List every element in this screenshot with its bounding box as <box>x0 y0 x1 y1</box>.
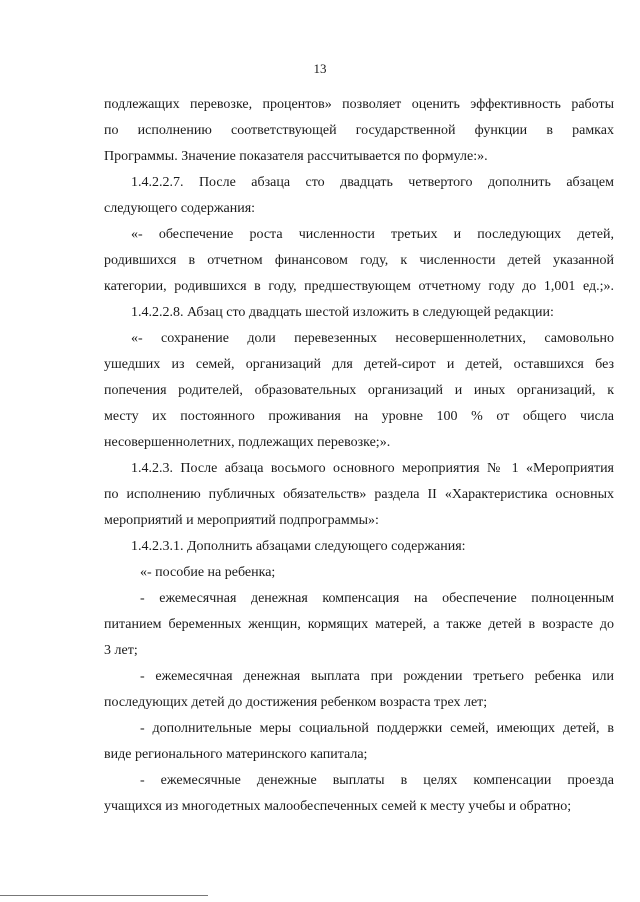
text-line: - ежемесячная денежная выплата при рождении третьего ребенка или <box>140 669 614 684</box>
text-line: - ежемесячная денежная компенсация на обеспечение полноценным <box>140 591 614 606</box>
text-line: следующего содержания: <box>104 201 256 216</box>
text-line: попечения родителей, образовательных организаций и иных организаций, к <box>104 383 614 398</box>
text-line: 1.4.2.3.1. Дополнить абзацами следующего содержания: <box>131 539 466 554</box>
text-line: Программы. Значение показателя рассчитывается по формуле:». <box>104 149 488 164</box>
text-line: «- пособие на ребенка; <box>140 565 276 580</box>
page-number: 13 <box>313 61 327 76</box>
text-line: подлежащих перевозке, процентов» позволяет оценить эффективность работы <box>104 97 614 112</box>
text-line: категории, родившихся в году, предшествующем отчетному году до 1,001 ед.;». <box>104 279 614 294</box>
text-line: родившихся в отчетном финансовом году, к численности детей указанной <box>104 253 614 268</box>
text-line: - ежемесячные денежные выплаты в целях компенсации проезда <box>140 773 614 788</box>
text-line: питанием беременных женщин, кормящих матерей, а также детей в возрасте до <box>104 617 614 632</box>
text-line: месту их постоянного проживания на уровне 100 % от общего числа <box>104 409 614 424</box>
text-line: по исполнению публичных обязательств» раздела II «Характеристика основных <box>104 487 614 502</box>
text-line: 3 лет; <box>104 643 138 658</box>
text-line: 1.4.2.3. После абзаца восьмого основного мероприятия № 1 «Мероприятия <box>131 461 614 476</box>
text-line: «- сохранение доли перевезенных несовершеннолетних, самовольно <box>131 331 614 346</box>
text-line: учащихся из многодетных малообеспеченных семей к месту учебы и обратно; <box>104 799 572 814</box>
text-line: несовершеннолетних, подлежащих перевозке;». <box>104 435 391 450</box>
text-line: - дополнительные меры социальной поддержки семей, имеющих детей, в <box>140 721 614 736</box>
text-line: 1.4.2.2.7. После абзаца сто двадцать четвертого дополнить абзацем <box>131 175 614 190</box>
text-line: по исполнению соответствующей государственной функции в рамках <box>104 123 614 138</box>
footer-rule <box>0 895 208 896</box>
text-line: последующих детей до достижения ребенком возраста трех лет; <box>104 695 488 710</box>
text-line: 1.4.2.2.8. Абзац сто двадцать шестой изложить в следующей редакции: <box>131 305 554 320</box>
text-line: «- обеспечение роста численности третьих и последующих детей, <box>131 227 614 242</box>
text-line: ушедших из семей, организаций для детей-сирот и детей, оставшихся без <box>104 357 614 372</box>
text-line: виде регионального материнского капитала; <box>104 747 368 762</box>
text-line: мероприятий и мероприятий подпрограммы»: <box>104 513 379 528</box>
